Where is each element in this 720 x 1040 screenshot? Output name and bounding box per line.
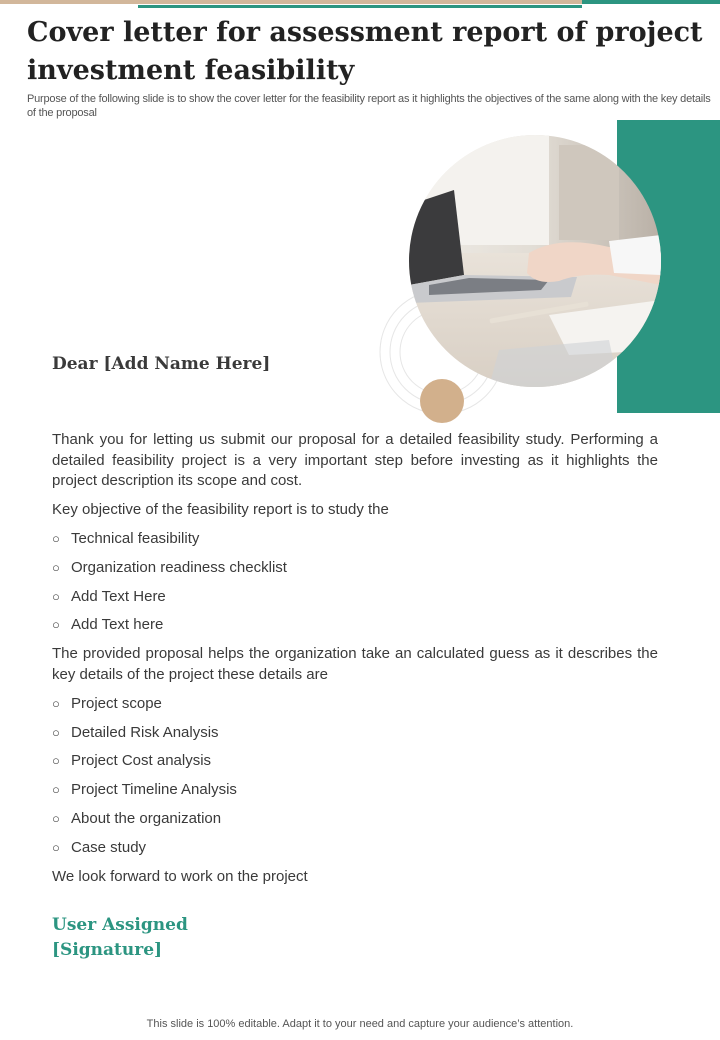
- bullet-circle-icon: ○: [52, 811, 60, 826]
- details-lead: The provided proposal helps the organization take an calculated guess as it describes the key details of the project these details are: [52, 645, 658, 683]
- list-item: [52, 780, 237, 800]
- bullet-circle-icon: ○: [52, 782, 60, 797]
- laptop-photo: [409, 135, 661, 387]
- signature-line-2: [Signature]: [52, 940, 163, 960]
- top-accent-bar-tan: [0, 0, 582, 4]
- objective-lead: Key objective of the feasibility report is to study the: [52, 501, 389, 518]
- list-item: [52, 723, 219, 743]
- list-item-text: Project scope: [71, 695, 162, 712]
- top-accent-bar-teal-right: [582, 0, 720, 4]
- list-item: [52, 751, 211, 771]
- top-accent-bar-teal: [138, 5, 582, 8]
- list-item-text: About the organization: [71, 810, 222, 827]
- bullet-circle-icon: ○: [52, 696, 60, 711]
- bullet-circle-icon: ○: [52, 753, 60, 768]
- list-item: [52, 694, 162, 714]
- list-item-text: Project Cost analysis: [71, 752, 212, 769]
- bullet-circle-icon: ○: [52, 531, 60, 546]
- list-item-text: Case study: [71, 839, 147, 856]
- page-title: Cover letter for assessment report of project investment feasibility: [27, 17, 703, 86]
- intro-paragraph: Thank you for letting us submit our proposal for a detailed feasibility study. Performing a detailed feasibility project is a very important step before investing as it highlights the project description its scope and cost.: [52, 431, 658, 489]
- list-item: [52, 838, 146, 858]
- list-item-text: Project Timeline Analysis: [71, 781, 237, 798]
- list-item: [52, 529, 199, 549]
- list-item: [52, 587, 166, 607]
- list-item: [52, 615, 163, 635]
- bullet-circle-icon: ○: [52, 589, 60, 604]
- salutation: Dear [Add Name Here]: [52, 354, 271, 374]
- bullet-circle-icon: ○: [52, 617, 60, 632]
- bullet-circle-icon: ○: [52, 725, 60, 740]
- page-subtitle: Purpose of the following slide is to show the cover letter for the feasibility report as it highlights the objectives of the same along with the key details of the proposal: [27, 93, 711, 119]
- list-item-text: Detailed Risk Analysis: [71, 724, 219, 741]
- list-item-text: Organization readiness checklist: [71, 559, 287, 576]
- decorative-tan-dot: [420, 379, 464, 423]
- bullet-circle-icon: ○: [52, 560, 60, 575]
- list-item-text: Add Text here: [71, 616, 164, 633]
- signature-block: [52, 913, 188, 963]
- bullet-circle-icon: ○: [52, 840, 60, 855]
- closing-line: We look forward to work on the project: [52, 868, 308, 885]
- footer-note: This slide is 100% editable. Adapt it to your need and capture your audience’s attention.: [146, 1018, 574, 1030]
- list-item-text: Technical feasibility: [71, 530, 200, 547]
- list-item: [52, 558, 287, 578]
- signature-line-1: User Assigned: [52, 915, 188, 935]
- list-item-text: Add Text Here: [71, 588, 166, 605]
- list-item: [52, 809, 221, 829]
